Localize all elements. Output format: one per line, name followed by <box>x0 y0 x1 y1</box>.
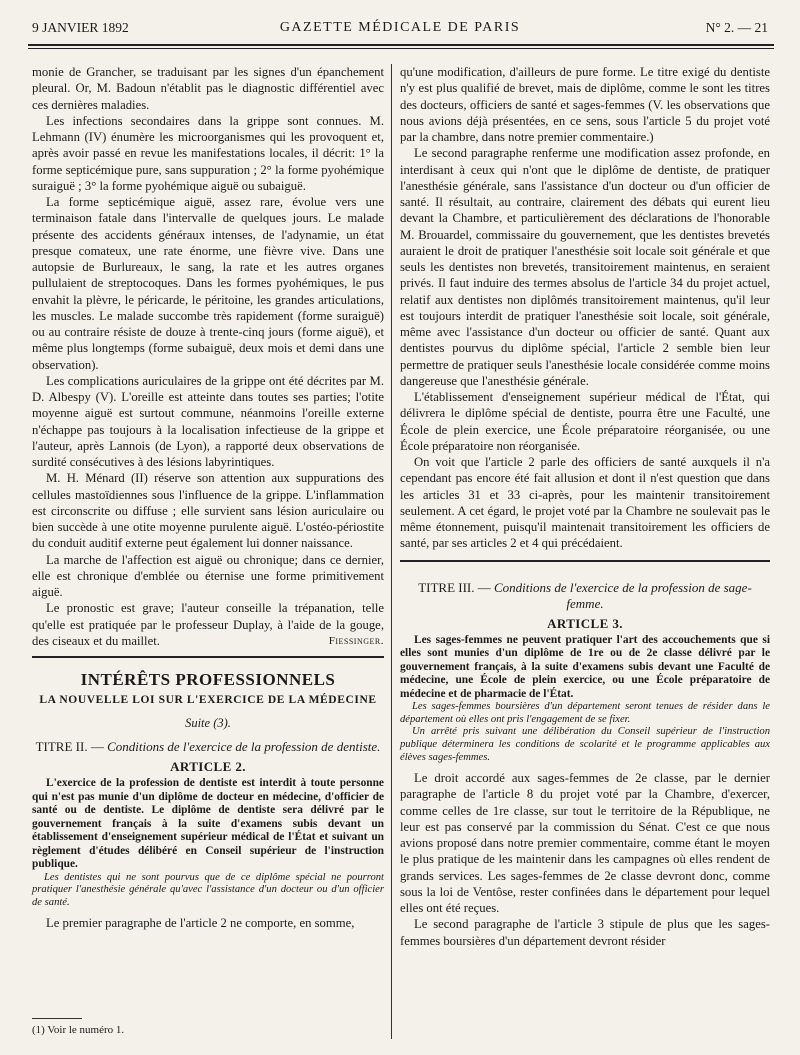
law-note: Les dentistes qui ne sont pourvus que de ce diplôme spécial ne pourront pratiquer l'anesthésie générale qu'avec l'assistance d'un docteur ou d'un officier de santé. <box>32 871 384 908</box>
section-continuation: Suite (3). <box>185 715 231 730</box>
journal-title: GAZETTE MÉDICALE DE PARIS <box>279 20 521 35</box>
paragraph: Le second paragraphe renferme une modification assez profonde, en interdisant à ceux qui n'ont que le diplôme de dentiste, de pratiquer l'anesthésie générale, sans l'assistance d'un docteur ou d'un officier de santé. Il résultait, au contraire, clairement des débats qui eurent lieu devant la Chambre, et particulièrement des déclarations de l'honorable M. Brouardel, commissaire du gouvernement, que les dentistes brevetés auraient le droit de pratiquer l'anesthésie soit locale soit générale et que seuls les dentistes non brevetés, transitoirement maintenus, en seraient privés. Il faut induire des termes absolus de l'article 34 du projet actuel, relatif aux dentistes non diplômés transitoirement maintenus, qu'il leur est toujours interdit de pratiquer l'anesthésie soit locale, soit générale, même avec l'assistance d'un docteur ou officier de santé. Quant aux dentistes pourvus du diplôme spécial, l'article 2 semble bien leur permettre de pratiquer seuls l'anesthésie locale considérée comme moins dangereuse que l'anesthésie générale. <box>400 146 770 388</box>
paragraph: Le premier paragraphe de l'article 2 ne comporte, en somme, <box>46 916 355 931</box>
paragraph: Les infections secondaires dans la grippe sont connues. M. Lehmann (IV) énumère les microorganismes qui les provoquent et, après avoir passé en revue les manifestations locales, il décrit: 1° la forme septicémique pure, sans suppuration ; 2° la forme pyohémique suraiguë ; 3° la forme pyohémique aiguë ou subaiguë. <box>32 113 384 193</box>
header-rule <box>28 44 774 46</box>
paragraph: L'établissement d'enseignement supérieur médical de l'État, qui délivrera le diplôme spécial de dentiste, pourra être une Faculté, une École de plein exercice, une École préparatoire réorganisée, ou une École préparatoire non réorganisée. <box>400 390 770 453</box>
paragraph: La forme septicémique aiguë, assez rare, évolue vers une terminaison fatale dans l'intervalle de quelques jours. Le malade présente des accidents généraux intenses, de l'adynamie, un état presque comateux, une rate énorme, une fièvre vive. Dans une autopsie de Burlureaux, le sang, la rate et les autres organes pullulaient de streptocoques. Dans les formes pyohémiques, le pus envahit la plèvre, le péricarde, le péritoine, les grandes articulations, les muscles. Le malade succombe très rapidement (forme suraiguë) ou au contraire résiste de douze à trente-cinq jours (forme aiguë), et même plus longtemps (forme subaiguë, deux mois et demi dans une observation). <box>32 195 384 372</box>
article-heading: ARTICLE 3. <box>547 615 623 631</box>
titre-text: Conditions de l'exercice de la profession de sage-femme. <box>494 579 752 611</box>
titre-iii-section <box>400 560 770 949</box>
paragraph-text: Le pronostic est grave; l'auteur conseille la trépanation, telle qu'elle est pratiquée par le professeur Duplay, à l'aide de la gouge, des ciseaux et du maillet. <box>32 601 384 648</box>
professional-interests-section <box>32 656 384 932</box>
footnote: (1) Voir le numéro 1. <box>32 1024 125 1036</box>
paragraph: On voit que l'article 2 parle des officiers de santé auxquels il n'a cependant pas encore été fait allusion et dont il n'est question que dans les articles 31 et 33 ci-après, pour les maintenir transitoirement seulement. A cet égard, le projet voté par la Chambre ne soulevait pas le même étonnement, puisqu'il maintenait transitoirement les officiers de santé, par ses articles 2 et 4 qui précédaient. <box>400 455 770 551</box>
titre-heading <box>32 739 384 755</box>
article-heading: ARTICLE 2. <box>170 758 246 774</box>
law-text: Les sages-femmes ne peuvent pratiquer l'art des accouchements que si elles sont munies d'un diplôme de 1re ou de 2e classe délivré par le gouvernement français, à la suite d'examens subis devant une Faculté de médecine, une École de plein exercice, ou une École préparatoire de médecine et de pharmacie de l'État. <box>400 633 770 700</box>
law-text: L'exercice de la profession de dentiste est interdit à toute personne qui n'est pas munie d'un diplôme de docteur en médecine, d'officier de santé ou de dentiste. Le diplôme de dentiste sera délivré par le gouvernement français à la suite d'examens subis devant un établissement d'enseignement supérieur médical de l'État et suivant un règlement d'études délibéré en Conseil supérieur de l'instruction publique. <box>32 777 384 870</box>
paragraph: Les complications auriculaires de la grippe ont été décrites par M. D. Albespy (V). L'oreille est atteinte dans toutes ses parties; l'otite moyenne aiguë est surtout commune, néanmoins l'oreille externe n'échappe pas toujours à la localisation infectieuse de la grippe et l'auteur, après Lannois (de Lyon), a rapporté deux observations de surdité consécutives à des lésions labyrintiques. <box>32 373 384 469</box>
section-subtitle: LA NOUVELLE LOI SUR L'EXERCICE DE LA MÉDECINE <box>39 694 377 707</box>
page-header <box>28 18 772 38</box>
paragraph <box>32 600 384 649</box>
footnote-rule <box>32 1018 82 1019</box>
issue-date: 9 JANVIER 1892 <box>32 20 129 35</box>
titre-label: TITRE II. — <box>35 738 104 754</box>
law-note: Les sages-femmes boursières d'un département seront tenues de résider dans le département où elles ont pris l'engagement de se fixer. <box>400 701 770 725</box>
paragraph: Le second paragraphe de l'article 3 stipule de plus que les sages-femmes boursières d'un département devront résider <box>400 917 770 948</box>
column-divider <box>391 64 392 1039</box>
titre-label: TITRE III. — <box>418 579 491 595</box>
issue-page-number: N° 2. — 21 <box>705 20 768 35</box>
author-signature: Fiessinger. <box>328 634 384 647</box>
paragraph: La marche de l'affection est aiguë ou chronique; dans ce dernier, elle est chronique d'emblée ou éternise une forme primitivement aiguë. <box>32 552 384 599</box>
paragraph: M. H. Ménard (II) réserve son attention aux suppurations des cellules mastoïdiennes sous l'influence de la grippe. L'inflammation est circonscrite ou diffuse ; elle survient sans lésion auriculaire ou bien succède à une otite moyenne purulente aiguë. L'ostéo-périostite du conduit auditif externe peut également lui donner naissance. <box>32 471 384 551</box>
titre-heading <box>400 580 770 612</box>
header-rule-thin <box>28 48 774 49</box>
paragraph: monie de Grancher, se traduisant par les signes d'un épanchement pleural. Or, M. Badoun n'établit pas le diagnostic différentiel avec ces dernières maladies. <box>32 65 384 112</box>
titre-text: Conditions de l'exercice de la profession de dentiste. <box>107 738 381 754</box>
paragraph: qu'une modification, d'ailleurs de pure forme. Le titre exigé du dentiste n'y est plus qualifié de brevet, mais de diplôme, comme le sont les titres des docteurs, officiers de santé et sages-femmes (V. les observations que nous avions déjà présentées, en ce sens, sous l'article 5 du projet voté par la chambre, dans notre premier commentaire.) <box>400 65 770 144</box>
left-column <box>32 64 384 1044</box>
right-column <box>400 64 770 1044</box>
paragraph: Le droit accordé aux sages-femmes de 2e classe, par le dernier paragraphe de l'article 8 du projet voté par la Chambre, d'exercer, comme celles de 1re classe, sur tout le territoire de la République, ne leur est pas conservé par la commission du Sénat. C'est ce que nous avions proposé dans notre premier commentaire, comme étant le moyen le plus pratique de les maintenir dans les campagnes où elles rendent de grands services. Les sages-femmes de 2e classe devront donc, comme sous la loi de Ventôse, rester confinées dans le département pour lequel elles ont été reçues. <box>400 771 770 916</box>
law-note: Un arrêté pris suivant une délibération du Conseil supérieur de l'instruction publique déterminera les conditions de scolarité et le programme applicables aux élèves sages-femmes. <box>400 726 770 763</box>
section-title: INTÉRÊTS PROFESSIONNELS <box>80 670 336 689</box>
